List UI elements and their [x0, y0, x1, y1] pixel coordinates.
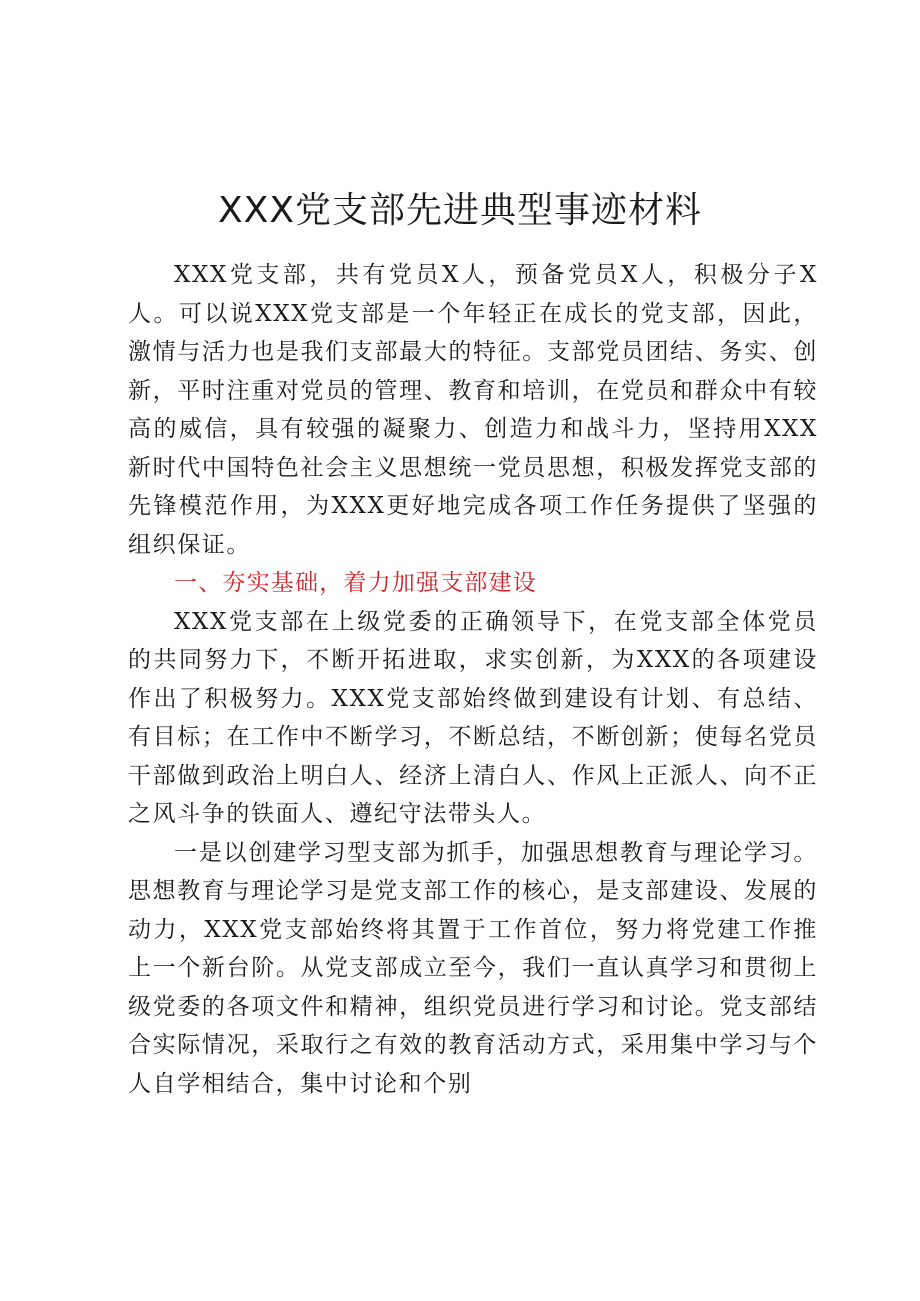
intro-paragraph: XXX党支部，共有党员X人，预备党员X人，积极分子X人。可以说XXX党支部是一个年轻正在成长的党支部，因此，激情与活力也是我们支部最大的特征。支部党员团结、务实、创新，平时注重对党员的管理、教育和培训，在党员和群众中有较高的威信，具有较强的凝聚力、创造力和战斗力，坚持用XXX新时代中国特色社会主义思想统一党员思想，积极发挥党支部的先锋模范作用，为XXX更好地完成各项工作任务提供了坚强的组织保证。: [128, 262, 818, 558]
section1-paragraph-2: 一是以创建学习型支部为抓手，加强思想教育与理论学习。思想教育与理论学习是党支部工作的核心，是支部建设、发展的动力，XXX党支部始终将其置于工作首位，努力将党建工作推上一个新台阶。从党支部成立至今，我们一直认真学习和贯彻上级党委的各项文件和精神，组织党员进行学习和讨论。党支部结合实际情况，采取行之有效的教育活动方式，采用集中学习与个人自学相结合，集中讨论和个别: [128, 839, 818, 1097]
section-heading-1: 一、夯实基础，着力加强支部建设: [174, 570, 537, 596]
document-body: [128, 256, 818, 1103]
section1-paragraph-1: XXX党支部在上级党委的正确领导下，在党支部全体党员的共同努力下，不断开拓进取，求实创新，为XXX的各项建设作出了积极努力。XXX党支部始终做到建设有计划、有总结、有目标；在工作中不断学习，不断总结，不断创新；使每名党员干部做到政治上明白人、经济上清白人、作风上正派人、向不正之风斗争的铁面人、遵纪守法带头人。: [128, 608, 818, 827]
document-title: XXX党支部先进典型事迹材料: [218, 190, 702, 231]
